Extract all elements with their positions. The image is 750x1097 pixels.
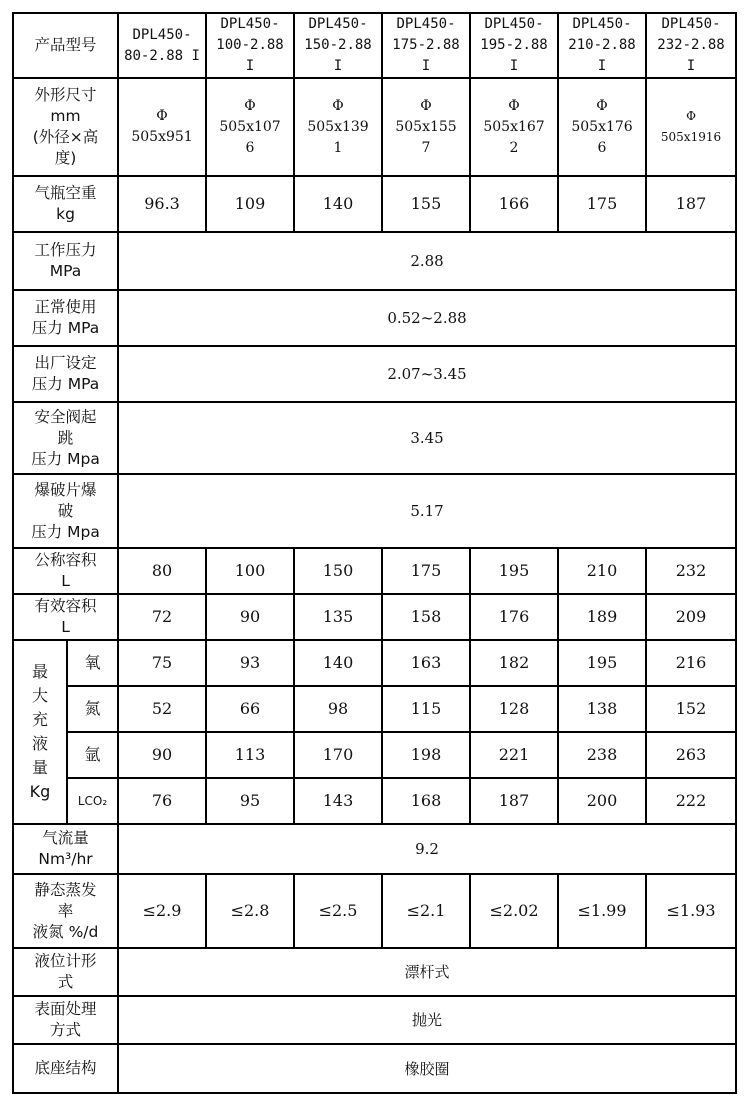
fill-cell: 98 — [294, 686, 382, 732]
row-evaporation — [13, 874, 736, 948]
model-cell: DPL450- 195-2.88 I — [470, 13, 558, 78]
fill-cell: 216 — [646, 640, 736, 686]
fill-cell: 187 — [470, 778, 558, 824]
dimension-cell: Φ 505x1916 — [646, 78, 736, 176]
weight-cell: 155 — [382, 176, 470, 232]
row-fill-oxygen — [13, 640, 736, 686]
normal-pressure-value: 0.52~2.88 — [118, 290, 736, 346]
fill-cell: 75 — [118, 640, 206, 686]
row-safety-valve — [13, 402, 736, 474]
label-base: 底座结构 — [13, 1044, 118, 1093]
evaporation-cell: ≤2.02 — [470, 874, 558, 948]
label-evaporation: 静态蒸发 率 液氮 %/d — [13, 874, 118, 948]
label-max-fill: 最 大 充 液 量 Kg — [13, 640, 67, 824]
fill-cell: 195 — [558, 640, 646, 686]
row-base — [13, 1044, 736, 1093]
work-pressure-value: 2.88 — [118, 232, 736, 290]
label-factory-pressure: 出厂设定 压力 MPa — [13, 346, 118, 402]
model-cell: DPL450- 80-2.88 I — [118, 13, 206, 78]
row-fill-nitrogen — [13, 686, 736, 732]
fill-cell: 222 — [646, 778, 736, 824]
label-work-pressure: 工作压力 MPa — [13, 232, 118, 290]
dimension-cell: Φ 505x155 7 — [382, 78, 470, 176]
gas-flow-value: 9.2 — [118, 824, 736, 874]
label-burst-disc: 爆破片爆 破 压力 Mpa — [13, 474, 118, 548]
weight-cell: 109 — [206, 176, 294, 232]
model-cell: DPL450- 175-2.88 I — [382, 13, 470, 78]
burst-disc-value: 5.17 — [118, 474, 736, 548]
fill-cell: 52 — [118, 686, 206, 732]
effective-volume-cell: 158 — [382, 594, 470, 640]
fill-cell: 138 — [558, 686, 646, 732]
gas-oxygen: 氧 — [67, 640, 118, 686]
fill-cell: 163 — [382, 640, 470, 686]
evaporation-cell: ≤1.99 — [558, 874, 646, 948]
row-factory-pressure — [13, 346, 736, 402]
label-gas-flow: 气流量 Nm³/hr — [13, 824, 118, 874]
effective-volume-cell: 72 — [118, 594, 206, 640]
fill-cell: 128 — [470, 686, 558, 732]
label-level-gauge: 液位计形 式 — [13, 948, 118, 996]
dimension-cell: Φ 505x107 6 — [206, 78, 294, 176]
dimension-cell: Φ 505x951 — [118, 78, 206, 176]
weight-cell: 140 — [294, 176, 382, 232]
level-gauge-value: 漂杆式 — [118, 948, 736, 996]
effective-volume-cell: 176 — [470, 594, 558, 640]
weight-cell: 187 — [646, 176, 736, 232]
fill-cell: 200 — [558, 778, 646, 824]
fill-cell: 238 — [558, 732, 646, 778]
fill-cell: 95 — [206, 778, 294, 824]
effective-volume-cell: 135 — [294, 594, 382, 640]
label-surface: 表面处理 方式 — [13, 996, 118, 1044]
evaporation-cell: ≤1.93 — [646, 874, 736, 948]
evaporation-cell: ≤2.5 — [294, 874, 382, 948]
fill-cell: 140 — [294, 640, 382, 686]
row-fill-co2 — [13, 778, 736, 824]
fill-cell: 198 — [382, 732, 470, 778]
label-weight: 气瓶空重 kg — [13, 176, 118, 232]
fill-cell: 263 — [646, 732, 736, 778]
label-nominal-volume: 公称容积 L — [13, 548, 118, 594]
row-dimensions — [13, 78, 736, 176]
gas-nitrogen: 氮 — [67, 686, 118, 732]
fill-cell: 113 — [206, 732, 294, 778]
nominal-volume-cell: 232 — [646, 548, 736, 594]
nominal-volume-cell: 100 — [206, 548, 294, 594]
fill-cell: 93 — [206, 640, 294, 686]
row-effective-volume — [13, 594, 736, 640]
weight-cell: 175 — [558, 176, 646, 232]
fill-cell: 143 — [294, 778, 382, 824]
effective-volume-cell: 90 — [206, 594, 294, 640]
row-gas-flow — [13, 824, 736, 874]
effective-volume-cell: 209 — [646, 594, 736, 640]
row-surface — [13, 996, 736, 1044]
base-value: 橡胶圈 — [118, 1044, 736, 1093]
nominal-volume-cell: 150 — [294, 548, 382, 594]
fill-cell: 152 — [646, 686, 736, 732]
fill-cell: 221 — [470, 732, 558, 778]
evaporation-cell: ≤2.1 — [382, 874, 470, 948]
effective-volume-cell: 189 — [558, 594, 646, 640]
nominal-volume-cell: 80 — [118, 548, 206, 594]
weight-cell: 166 — [470, 176, 558, 232]
label-normal-pressure: 正常使用 压力 MPa — [13, 290, 118, 346]
fill-cell: 66 — [206, 686, 294, 732]
model-cell: DPL450- 210-2.88 I — [558, 13, 646, 78]
dimension-cell: Φ 505x167 2 — [470, 78, 558, 176]
evaporation-cell: ≤2.8 — [206, 874, 294, 948]
row-work-pressure — [13, 232, 736, 290]
fill-cell: 170 — [294, 732, 382, 778]
nominal-volume-cell: 195 — [470, 548, 558, 594]
label-dimensions: 外形尺寸 mm (外径×高 度) — [13, 78, 118, 176]
model-cell: DPL450- 100-2.88 I — [206, 13, 294, 78]
row-model — [13, 13, 736, 78]
label-model: 产品型号 — [13, 13, 118, 78]
fill-cell: 168 — [382, 778, 470, 824]
nominal-volume-cell: 210 — [558, 548, 646, 594]
gas-co2: LCO₂ — [67, 778, 118, 824]
row-level-gauge — [13, 948, 736, 996]
row-weight — [13, 176, 736, 232]
spec-table — [12, 12, 737, 1094]
label-safety-valve: 安全阀起 跳 压力 Mpa — [13, 402, 118, 474]
fill-cell: 76 — [118, 778, 206, 824]
row-nominal-volume — [13, 548, 736, 594]
gas-argon: 氩 — [67, 732, 118, 778]
weight-cell: 96.3 — [118, 176, 206, 232]
factory-pressure-value: 2.07~3.45 — [118, 346, 736, 402]
row-normal-pressure — [13, 290, 736, 346]
label-effective-volume: 有效容积 L — [13, 594, 118, 640]
row-fill-argon — [13, 732, 736, 778]
row-burst-disc — [13, 474, 736, 548]
safety-valve-value: 3.45 — [118, 402, 736, 474]
evaporation-cell: ≤2.9 — [118, 874, 206, 948]
dimension-cell: Φ 505x139 1 — [294, 78, 382, 176]
model-cell: DPL450- 232-2.88 I — [646, 13, 736, 78]
fill-cell: 90 — [118, 732, 206, 778]
nominal-volume-cell: 175 — [382, 548, 470, 594]
surface-value: 抛光 — [118, 996, 736, 1044]
fill-cell: 115 — [382, 686, 470, 732]
model-cell: DPL450- 150-2.88 I — [294, 13, 382, 78]
dimension-cell: Φ 505x176 6 — [558, 78, 646, 176]
fill-cell: 182 — [470, 640, 558, 686]
